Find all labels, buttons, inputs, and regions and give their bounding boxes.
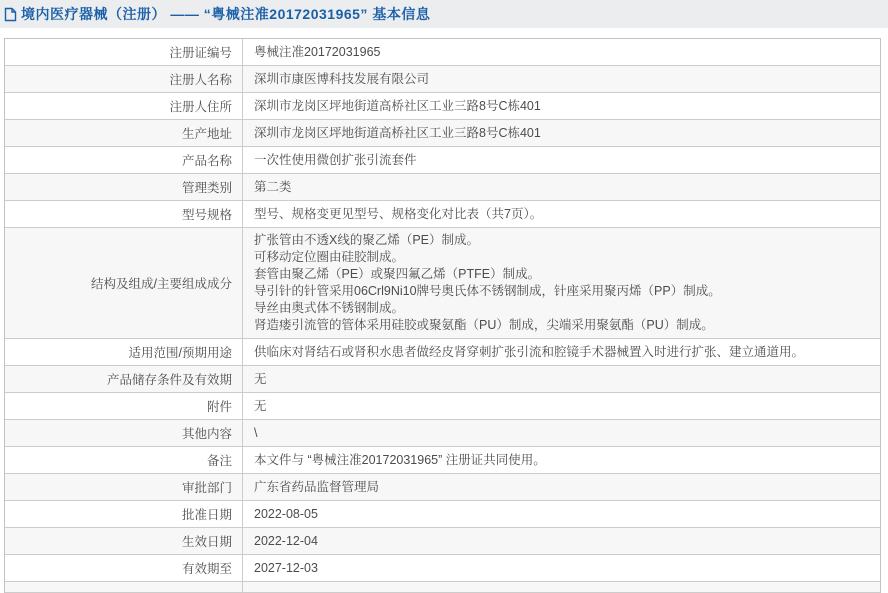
value-line: 深圳市康医博科技发展有限公司 xyxy=(254,71,430,86)
row-value xyxy=(243,474,880,500)
table-row xyxy=(5,447,880,474)
table-row xyxy=(5,39,880,66)
row-label xyxy=(5,582,243,592)
value-line: 无 xyxy=(254,398,267,413)
row-value xyxy=(243,120,880,146)
table-row xyxy=(5,393,880,420)
value-line: 第二类 xyxy=(254,179,292,194)
row-value xyxy=(243,420,880,446)
row-label: 批准日期 xyxy=(5,501,243,527)
value-line: 可移动定位圈由硅胶制成。 xyxy=(254,250,405,264)
row-value xyxy=(243,201,880,227)
value-line: 扩张管由不透X线的聚乙烯（PE）制成。 xyxy=(254,233,480,247)
value-line: 供临床对肾结石或肾积水患者做经皮肾穿刺扩张引流和腔镜手术器械置入时进行扩张、建立通道用。 xyxy=(254,344,805,359)
table-row xyxy=(5,93,880,120)
row-value xyxy=(243,366,880,392)
table-row xyxy=(5,66,880,93)
value-line: 一次性使用微创扩张引流套件 xyxy=(254,152,417,167)
row-label: 管理类别 xyxy=(5,174,243,200)
table-row xyxy=(5,120,880,147)
table-row xyxy=(5,528,880,555)
row-label: 型号规格 xyxy=(5,201,243,227)
value-line: 肾造瘘引流管的管体采用硅胶或聚氨酯（PU）制成，尖端采用聚氨酯（PU）制成。 xyxy=(254,318,714,332)
row-value xyxy=(243,228,880,338)
table-row-partial xyxy=(5,582,880,593)
row-label: 注册证编号 xyxy=(5,39,243,65)
document-icon xyxy=(4,7,17,22)
value-line: \ xyxy=(254,425,258,440)
value-line: 广东省药品监督管理局 xyxy=(254,479,380,494)
table-row xyxy=(5,474,880,501)
table-row xyxy=(5,339,880,366)
value-line: 2022-08-05 xyxy=(254,506,318,521)
info-table xyxy=(4,38,881,593)
value-line: 本文件与 “粤械注准20172031965” 注册证共同使用。 xyxy=(254,452,546,467)
value-line: 2027-12-03 xyxy=(254,560,318,575)
table-row xyxy=(5,174,880,201)
row-label: 结构及组成/主要组成成分 xyxy=(5,228,243,338)
value-line: 无 xyxy=(254,371,267,386)
row-value xyxy=(243,174,880,200)
value-line: 2022-12-04 xyxy=(254,533,318,548)
row-value xyxy=(243,447,880,473)
value-line: 套管由聚乙烯（PE）或聚四氟乙烯（PTFE）制成。 xyxy=(254,267,541,281)
row-value xyxy=(243,555,880,581)
row-value xyxy=(243,39,880,65)
row-label: 生产地址 xyxy=(5,120,243,146)
value-line: 深圳市龙岗区坪地街道高桥社区工业三路8号C栋401 xyxy=(254,125,541,140)
row-label: 附件 xyxy=(5,393,243,419)
table-row xyxy=(5,147,880,174)
row-value xyxy=(243,147,880,173)
value-line: 导丝由奥式体不锈钢制成。 xyxy=(254,301,405,315)
row-value xyxy=(243,528,880,554)
table-row xyxy=(5,555,880,582)
row-label: 注册人住所 xyxy=(5,93,243,119)
row-label: 适用范围/预期用途 xyxy=(5,339,243,365)
page-header xyxy=(0,0,888,28)
value-line: 深圳市龙岗区坪地街道高桥社区工业三路8号C栋401 xyxy=(254,98,541,113)
row-label: 产品名称 xyxy=(5,147,243,173)
row-label: 产品储存条件及有效期 xyxy=(5,366,243,392)
row-label: 备注 xyxy=(5,447,243,473)
row-label: 有效期至 xyxy=(5,555,243,581)
table-row xyxy=(5,201,880,228)
value-line: 粤械注准20172031965 xyxy=(254,44,381,59)
row-label: 其他内容 xyxy=(5,420,243,446)
table-row xyxy=(5,501,880,528)
row-value xyxy=(243,66,880,92)
table-row xyxy=(5,228,880,339)
page-title: 境内医疗器械（注册） —— “粤械注准20172031965” 基本信息 xyxy=(21,6,431,22)
row-value xyxy=(243,93,880,119)
value-line: 型号、规格变更见型号、规格变化对比表（共7页）。 xyxy=(254,206,543,221)
row-value xyxy=(243,582,880,592)
row-label: 注册人名称 xyxy=(5,66,243,92)
table-row xyxy=(5,420,880,447)
value-line: 导引针的针管采用06Crl9Ni10牌号奥氏体不锈钢制成，针座采用聚丙烯（PP）制成。 xyxy=(254,284,721,298)
row-value xyxy=(243,501,880,527)
row-label: 生效日期 xyxy=(5,528,243,554)
table-row xyxy=(5,366,880,393)
row-label: 审批部门 xyxy=(5,474,243,500)
row-value xyxy=(243,339,880,365)
row-value xyxy=(243,393,880,419)
